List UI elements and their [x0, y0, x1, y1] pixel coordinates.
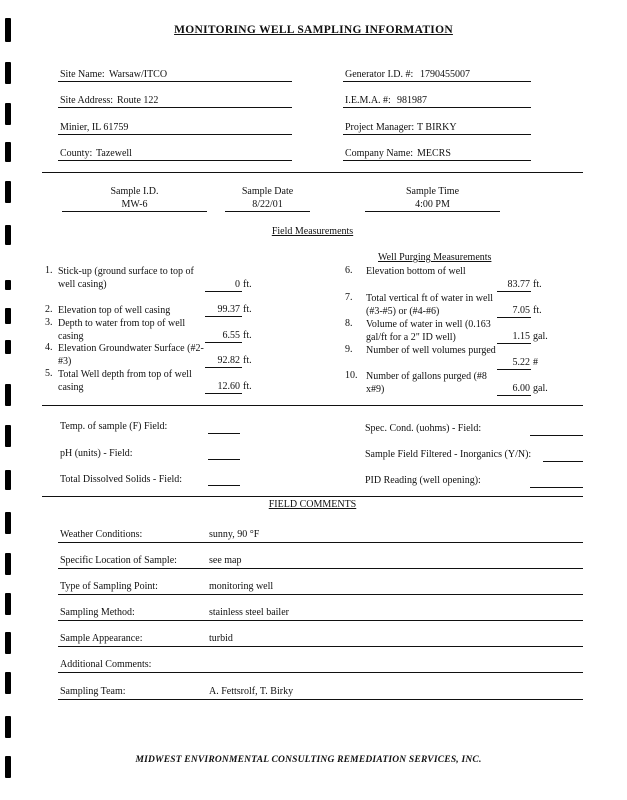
divider	[42, 496, 583, 497]
measurement-number: 5.	[45, 368, 53, 379]
sample-time-line	[365, 211, 500, 212]
comment-label: Specific Location of Sample:	[60, 555, 177, 566]
comment-label: Sampling Team:	[60, 686, 126, 697]
measurement-number: 3.	[45, 317, 53, 328]
site-name-value[interactable]: Warsaw/ITCO	[109, 69, 168, 80]
county-label: County:	[60, 148, 93, 159]
comment-value[interactable]: sunny, 90 °F	[209, 529, 260, 540]
comment-label: Additional Comments:	[60, 659, 152, 670]
measurement-unit: ft.	[243, 381, 252, 392]
field-comments-title: FIELD COMMENTS	[268, 499, 357, 510]
measurement-label: Volume of water in well (0.163 gal/ft for a 2" ID well)	[366, 319, 491, 343]
measurement-label: Elevation Groundwater Surface (#2-#3)	[58, 343, 204, 367]
pid-line	[530, 487, 583, 488]
comment-label: Sampling Method:	[60, 607, 135, 618]
measurement-value[interactable]: 7.05	[512, 305, 530, 316]
project-manager-line	[343, 134, 531, 135]
generator-id-value[interactable]: 1790455007	[420, 69, 470, 80]
footer-company: MIDWEST ENVIRONMENTAL CONSULTING REMEDIATION SERVICES, INC.	[135, 755, 482, 765]
measurement-label: Number of gallons purged (#8 x#9)	[366, 371, 487, 395]
form-title: MONITORING WELL SAMPLING INFORMATION	[174, 24, 453, 36]
company-name-value[interactable]: MECRS	[417, 148, 451, 159]
sample-date-line	[225, 211, 310, 212]
tds-field-label: Total Dissolved Solids - Field:	[60, 474, 183, 485]
measurement-unit: gal.	[533, 383, 548, 394]
measurement-number: 7.	[345, 292, 353, 303]
measurement-unit: #	[533, 357, 538, 368]
measurement-value[interactable]: 5.22	[512, 357, 530, 368]
sample-id-line	[62, 211, 207, 212]
site-name-label: Site Name:	[60, 69, 105, 80]
sample-time-value[interactable]: 4:00 PM	[415, 199, 450, 210]
comment-value[interactable]: turbid	[209, 633, 233, 644]
iema-line	[343, 107, 531, 108]
site-address-line	[58, 107, 292, 108]
tds-field-line	[208, 485, 240, 486]
measurement-unit: gal.	[533, 331, 548, 342]
comment-value[interactable]: monitoring well	[209, 581, 274, 592]
comment-value[interactable]: see map	[209, 555, 242, 566]
project-manager-value[interactable]: T BIRKY	[417, 122, 457, 133]
county-value[interactable]: Tazewell	[96, 148, 132, 159]
divider	[42, 172, 583, 173]
filtered-label: Sample Field Filtered - Inorganics (Y/N):	[365, 449, 532, 460]
generator-id-line	[343, 81, 531, 82]
measurement-unit: ft.	[243, 304, 252, 315]
comment-label: Weather Conditions:	[60, 529, 143, 540]
comment-label: Sample Appearance:	[60, 633, 143, 644]
site-name-line	[58, 81, 292, 82]
county-line	[58, 160, 292, 161]
temp-field-line	[208, 433, 240, 434]
sample-id-label: Sample I.D.	[110, 186, 159, 197]
filtered-line	[543, 461, 583, 462]
measurement-label: Total vertical ft of water in well (#3-#5) or (#4-#6)	[366, 293, 494, 317]
generator-id-label: Generator I.D. #:	[345, 69, 414, 80]
well-purging-title: Well Purging Measurements	[378, 252, 492, 263]
company-name-label: Company Name:	[345, 148, 414, 159]
measurement-value[interactable]: 1.15	[512, 331, 530, 342]
measurement-unit: ft.	[243, 355, 252, 366]
measurement-value[interactable]: 83.77	[507, 279, 530, 290]
measurement-value[interactable]: 6.00	[512, 383, 530, 394]
spec-cond-label: Spec. Cond. (uohms) - Field:	[365, 423, 482, 434]
measurement-value[interactable]: 92.82	[217, 355, 240, 366]
measurement-unit: ft.	[243, 330, 252, 341]
company-name-line	[343, 160, 531, 161]
measurement-unit: ft.	[533, 279, 542, 290]
site-address-label: Site Address:	[60, 95, 114, 106]
measurement-unit: ft.	[533, 305, 542, 316]
measurement-label: Depth to water from top of well casing	[58, 318, 186, 342]
measurement-number: 8.	[345, 318, 353, 329]
measurement-value[interactable]: 6.55	[222, 330, 240, 341]
project-manager-label: Project Manager:	[345, 122, 415, 133]
measurement-label: Elevation top of well casing	[58, 305, 171, 316]
measurement-label: Stick-up (ground surface to top of well casing)	[58, 266, 194, 290]
measurement-number: 2.	[45, 304, 53, 315]
field-measurements-title: Field Measurements	[271, 226, 354, 237]
measurement-number: 10.	[345, 370, 358, 381]
temp-field-label: Temp. of sample (F) Field:	[60, 421, 168, 432]
divider	[42, 405, 583, 406]
sample-date-value[interactable]: 8/22/01	[252, 199, 283, 210]
measurement-number: 4.	[45, 342, 53, 353]
comment-value[interactable]: stainless steel bailer	[209, 607, 289, 618]
measurement-value[interactable]: 99.37	[217, 304, 240, 315]
comment-label: Type of Sampling Point:	[60, 581, 158, 592]
sample-date-label: Sample Date	[241, 186, 294, 197]
city-value[interactable]: Minier, IL 61759	[60, 122, 129, 133]
measurement-label: Total Well depth from top of well casing	[58, 369, 192, 393]
sample-id-value[interactable]: MW-6	[121, 199, 148, 210]
measurement-value[interactable]: 0	[235, 279, 240, 290]
measurement-number: 6.	[345, 265, 353, 276]
ph-field-line	[208, 459, 240, 460]
city-line	[58, 134, 292, 135]
measurement-value[interactable]: 12.60	[217, 381, 240, 392]
pid-label: PID Reading (well opening):	[365, 475, 481, 486]
ph-field-label: pH (units) - Field:	[60, 448, 133, 459]
measurement-label: Elevation bottom of well	[366, 266, 466, 277]
measurement-label: Number of well volumes purged	[366, 345, 496, 356]
comment-value[interactable]: A. Fettsrolf, T. Birky	[209, 686, 294, 697]
measurement-unit: ft.	[243, 279, 252, 290]
sample-time-label: Sample Time	[405, 186, 460, 197]
iema-value[interactable]: 981987	[397, 95, 427, 106]
iema-label: I.E.M.A. #:	[345, 95, 391, 106]
measurement-number: 9.	[345, 344, 353, 355]
measurement-number: 1.	[45, 265, 53, 276]
site-address-value[interactable]: Route 122	[117, 95, 159, 106]
spec-cond-line	[530, 435, 583, 436]
